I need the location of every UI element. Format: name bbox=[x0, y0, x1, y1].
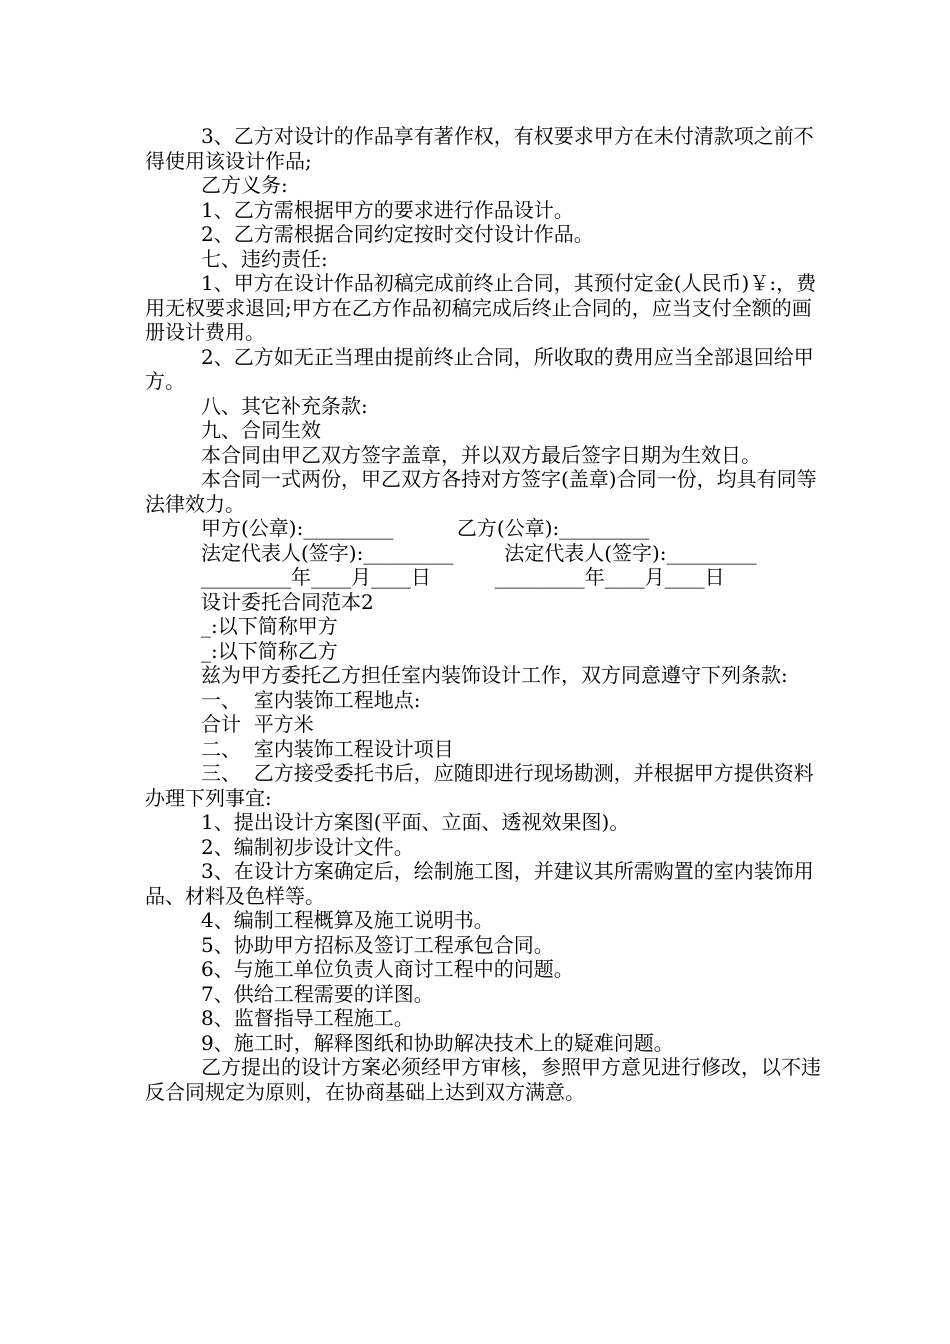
contract-title: 设计委托合同范本2 bbox=[201, 589, 374, 614]
clause-paragraph: 1、乙方需根据甲方的要求进行作品设计。 bbox=[201, 197, 574, 222]
signature-seal-line: 甲方(公章):_________ 乙方(公章):_________ bbox=[201, 516, 650, 540]
document-body bbox=[145, 124, 825, 1104]
clause-paragraph: 兹为甲方委托乙方担任室内装饰设计工作，双方同意遵守下列条款: bbox=[201, 663, 788, 687]
clause-heading: 七、违约责任: bbox=[201, 246, 328, 271]
clause-heading: 乙方义务: bbox=[201, 173, 288, 197]
clause-paragraph: 乙方提出的设计方案必须经甲方审核，参照甲方意见进行修改，以不违反合同规定为原则，在协商基础上达到双方满意。 bbox=[145, 1055, 821, 1104]
clause-item: 5、协助甲方招标及签订工程承包合同。 bbox=[201, 932, 554, 957]
clause-paragraph: 2、乙方如无正当理由提前终止合同，所收取的费用应当全部退回给甲方。 bbox=[145, 344, 814, 393]
clause-paragraph: 本合同由甲乙双方签字盖章，并以双方最后签字日期为生效日。 bbox=[201, 442, 761, 467]
clause-item: 1、提出设计方案图(平面、立面、透视效果图)。 bbox=[201, 810, 630, 834]
clause-paragraph: 2、乙方需根据合同约定按时交付设计作品。 bbox=[201, 222, 594, 246]
clause-item: 2、编制初步设计文件。 bbox=[201, 834, 414, 859]
clause-heading: 九、合同生效 bbox=[201, 418, 321, 442]
clause-item: 8、监督指导工程施工。 bbox=[201, 1006, 414, 1030]
clause-item: 9、施工时，解释图纸和协助解决技术上的疑难问题。 bbox=[201, 1030, 674, 1055]
clause-item: 6、与施工单位负责人商讨工程中的问题。 bbox=[201, 957, 574, 981]
clause-paragraph: 合计 平方米 bbox=[201, 712, 314, 736]
clause-paragraph: 三、 乙方接受委托书后，应随即进行现场勘测，并根据甲方提供资料办理下列事宜: bbox=[145, 761, 814, 810]
clause-item: 7、供给工程需要的详图。 bbox=[201, 981, 434, 1006]
signature-representative-line: 法定代表人(签字):_________ 法定代表人(签字):_________ bbox=[201, 540, 757, 565]
clause-paragraph: 本合同一式两份，甲乙双方各持对方签字(盖章)合同一份，均具有同等法律效力。 bbox=[145, 467, 817, 516]
clause-heading: 一、 室内装饰工程地点: bbox=[201, 687, 421, 712]
signature-date-line: _________年____月____日 _________年____月____日 bbox=[201, 565, 725, 589]
clause-heading: 八、其它补充条款: bbox=[201, 393, 368, 418]
party-a-line: _:以下简称甲方 bbox=[201, 614, 338, 638]
party-b-line: _:以下简称乙方 bbox=[201, 638, 338, 663]
clause-paragraph: 1、甲方在设计作品初稿完成前终止合同，其预付定金(人民币)￥:，费用无权要求退回;甲方在乙方作品初稿完成后终止合同的，应当支付全额的画册设计费用。 bbox=[145, 271, 817, 344]
clause-item: 4、编制工程概算及施工说明书。 bbox=[201, 908, 494, 932]
clause-heading: 二、 室内装饰工程设计项目 bbox=[201, 736, 454, 761]
clause-paragraph: 3、乙方对设计的作品享有著作权，有权要求甲方在未付清款项之前不得使用该设计作品; bbox=[145, 124, 814, 173]
clause-item: 3、在设计方案确定后，绘制施工图，并建议其所需购置的室内装饰用品、材料及色样等。 bbox=[145, 859, 814, 908]
